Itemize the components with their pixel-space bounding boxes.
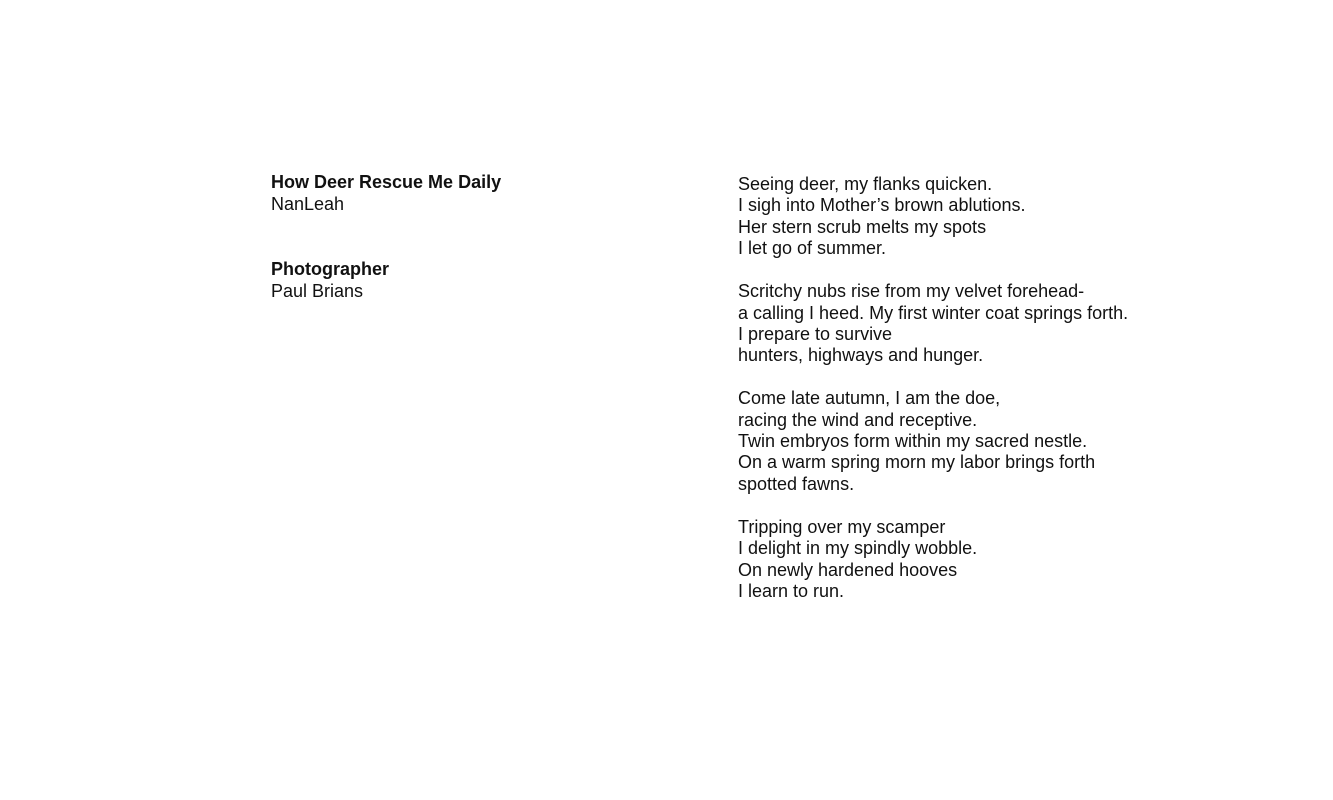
photographer-block <box>271 259 651 302</box>
credits-column <box>271 172 651 302</box>
stanza-4 <box>738 517 1298 603</box>
poem-line: I sigh into Mother’s brown ablutions. <box>738 195 1026 216</box>
poem-line: Seeing deer, my flanks quicken. <box>738 174 993 194</box>
poem-line: hunters, highways and hunger. <box>738 345 984 366</box>
poem-line: Come late autumn, I am the doe, <box>738 388 1001 409</box>
stanza-2 <box>738 281 1298 367</box>
poem-line: Scritchy nubs rise from my velvet forehead- <box>738 281 1085 302</box>
poem-body <box>738 174 1298 624</box>
poem-line: a calling I heed. My first winter coat springs forth. <box>738 302 1129 323</box>
poem-line: I delight in my spindly wobble. <box>738 538 978 559</box>
poem-line: Twin embryos form within my sacred nestle. <box>738 431 1088 452</box>
stanza-1 <box>738 174 1298 260</box>
photographer-name: Paul Brians <box>271 280 364 301</box>
poem-line: Her stern scrub melts my spots <box>738 216 987 237</box>
poem-line: I let go of summer. <box>738 238 887 259</box>
poem-line: On newly hardened hooves <box>738 559 958 580</box>
poem-title: How Deer Rescue Me Daily <box>271 172 502 192</box>
poem-line: racing the wind and receptive. <box>738 409 978 430</box>
poem-line: I learn to run. <box>738 581 845 601</box>
poem-line: I prepare to survive <box>738 323 893 344</box>
poem-line: On a warm spring morn my labor brings forth <box>738 452 1096 473</box>
stanza-3 <box>738 388 1298 495</box>
poem-author: NanLeah <box>271 193 345 214</box>
poem-line: spotted fawns. <box>738 473 855 494</box>
title-block <box>271 172 651 215</box>
photographer-label: Photographer <box>271 259 390 279</box>
poem-line: Tripping over my scamper <box>738 516 946 537</box>
